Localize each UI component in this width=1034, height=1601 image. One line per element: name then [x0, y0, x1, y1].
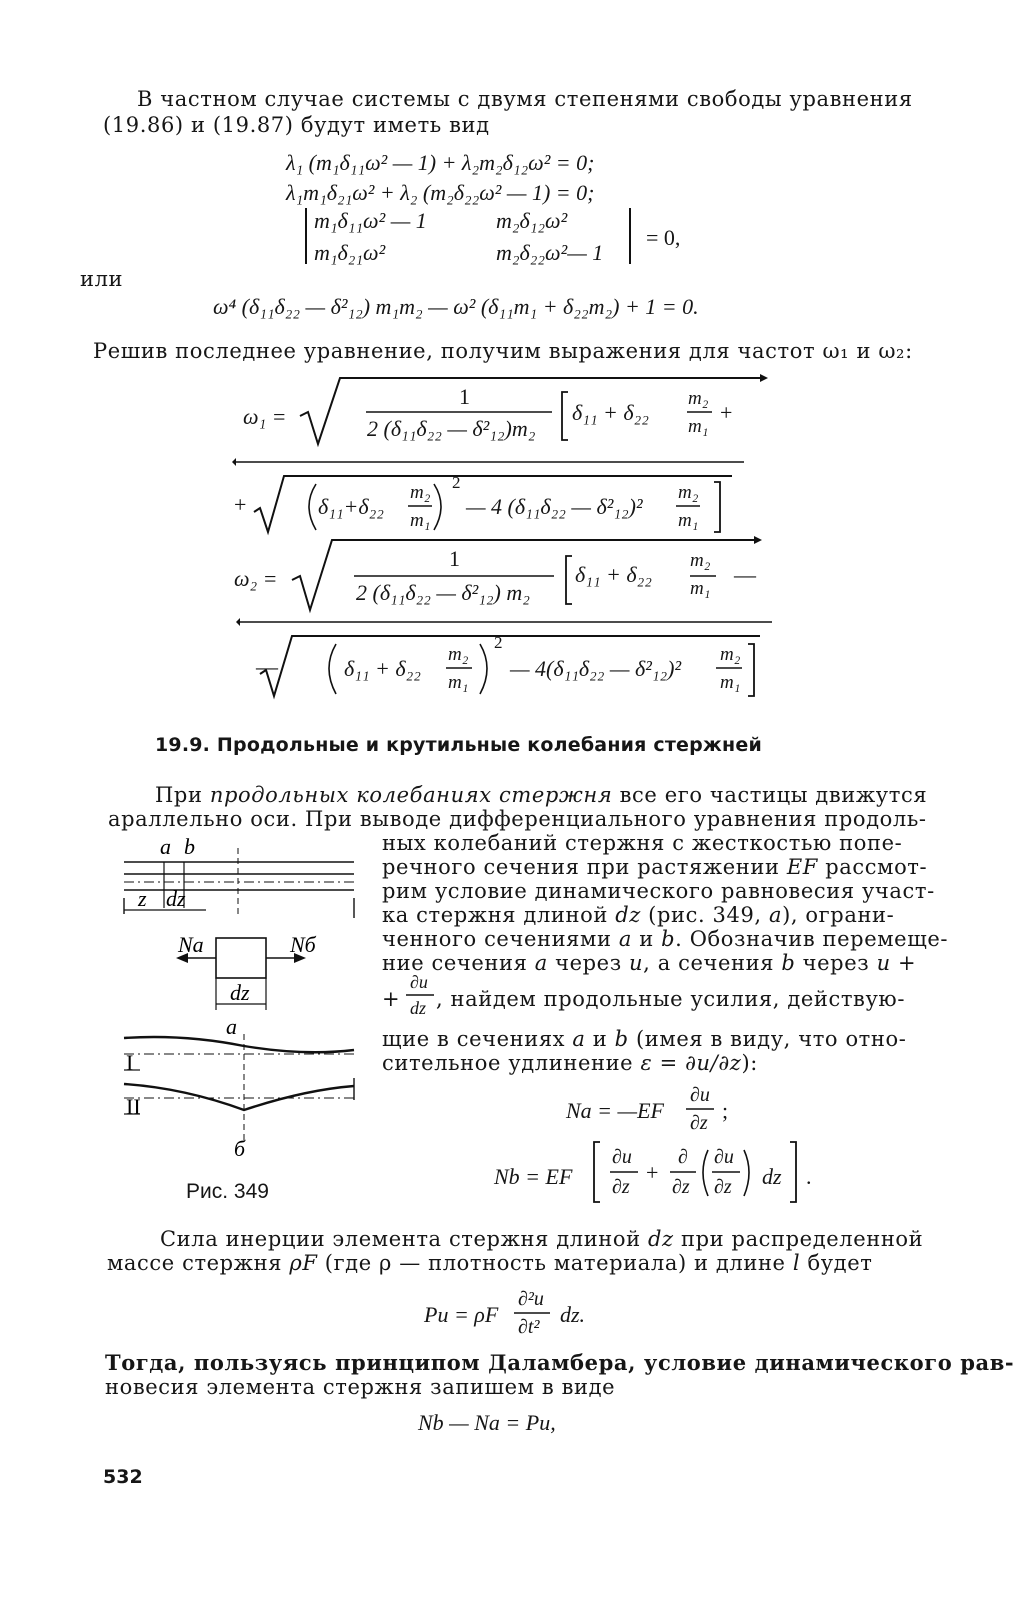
- nb-eq-lhs: Nb = EF: [494, 1164, 573, 1189]
- nb-eq-t3-den: ∂z: [714, 1176, 732, 1198]
- omega1-numerator: 1: [459, 384, 470, 409]
- para1-line-11: сительное удлинение ε = ∂u/∂z):: [382, 1051, 758, 1075]
- fig-label-nb: Nб: [290, 932, 316, 957]
- para1-line-2: араллельно оси. При выводе дифференциального уравнения продоль-: [108, 807, 927, 831]
- omega2-four-term: — 4(δ₁₁δ₂₂ — δ²₁₂)²: [510, 656, 682, 681]
- omega2-square: 2: [494, 633, 503, 652]
- solving-text: Решив последнее уравнение, получим выражения для частот ω₁ и ω₂:: [93, 339, 913, 363]
- omega1-inner-term: δ₁₁+δ₂₂: [318, 494, 384, 519]
- para1-line-9-text: , найдем продольные усилия, действую-: [436, 987, 906, 1011]
- nb-eq-end: .: [806, 1164, 812, 1189]
- na-eq-den: ∂z: [690, 1112, 708, 1134]
- omega2-tail-m2: m₂: [720, 644, 741, 665]
- fig-label-b-bot: б: [234, 1136, 246, 1161]
- nb-eq-t2-den: ∂z: [672, 1176, 690, 1198]
- omega1-tail-m1: m₁: [678, 510, 699, 531]
- figure-349: [110, 834, 370, 1168]
- fig-label-dz2: dz: [230, 980, 250, 1005]
- equation-1: λ₁ (m₁δ₁₁ω² — 1) + λ₂m₂δ₁₂ω² = 0;: [286, 150, 595, 175]
- fig-label-z: z: [138, 886, 147, 911]
- final-equation: Nb — Na = Pи,: [418, 1410, 556, 1435]
- omega2-m1: m₁: [690, 578, 711, 599]
- fig-label-b-top: b: [184, 834, 195, 859]
- fig-label-na: Na: [178, 932, 204, 957]
- para1-line-9-num: ∂u: [410, 972, 428, 992]
- na-eq-tail: ;: [722, 1098, 729, 1123]
- omega1-lhs: ω₁ =: [243, 404, 287, 429]
- para1-line-9-plus: +: [382, 987, 401, 1011]
- nb-eq-t2-num: ∂: [678, 1146, 688, 1168]
- pi-eq-den: ∂t²: [518, 1316, 540, 1338]
- omega2-inner-m1: m₁: [448, 672, 469, 693]
- omega1-inner-m1: m₁: [410, 510, 431, 531]
- characteristic-equation: ω⁴ (δ₁₁δ₂₂ — δ²₁₂) m₁m₂ — ω² (δ₁₁m₁ + δ₂₂m₂) + 1 = 0.: [213, 294, 699, 319]
- omega1-m2: m₂: [688, 388, 709, 409]
- nb-eq-dz: dz: [762, 1164, 782, 1189]
- omega1-plus: +: [720, 400, 733, 425]
- omega2-numerator: 1: [449, 546, 460, 571]
- figure-caption: Рис. 349: [186, 1180, 269, 1203]
- fig-label-II: II: [126, 1094, 141, 1119]
- intro-line-1: В частном случае системы с двумя степенями свободы уравнения: [137, 87, 913, 111]
- para3-line-1: Тогда, пользуясь принципом Даламбера, условие динамического рав-: [105, 1350, 1015, 1375]
- omega2-m2: m₂: [690, 550, 711, 571]
- para1-line-7: ченного сечениями a и b. Обозначив перемеще-: [382, 927, 949, 951]
- na-eq-lhs: Na = —EF: [566, 1098, 664, 1123]
- nb-eq-t1-den: ∂z: [612, 1176, 630, 1198]
- para1-line-5: рим условие динамического равновесия участ-: [382, 879, 935, 903]
- omega1-square: 2: [452, 473, 461, 492]
- det-d: m₂δ₂₂ω²— 1: [496, 240, 604, 265]
- omega2-tail-m1: m₁: [720, 672, 741, 693]
- page-number: 532: [103, 1466, 143, 1488]
- para1-line-3: ных колебаний стержня с жесткостью попе-: [382, 831, 903, 855]
- det-c: m₁δ₂₁ω²: [314, 240, 386, 265]
- para1-line-4: речного сечения при растяжении EF рассмот-: [382, 855, 928, 879]
- pi-eq-tail: dz.: [560, 1302, 586, 1327]
- omega1-bracket-term: δ₁₁ + δ₂₂: [572, 400, 649, 425]
- fig-label-a-top: a: [160, 834, 171, 859]
- para1-line-6: ка стержня длиной dz (рис. 349, а), ограни-: [382, 903, 895, 927]
- para1-line-10: щие в сечениях a и b (имея в виду, что отно-: [382, 1027, 907, 1051]
- det-rhs: = 0,: [646, 225, 681, 250]
- det-a: m₁δ₁₁ω² — 1: [314, 208, 427, 233]
- omega2-bracket-term: δ₁₁ + δ₂₂: [575, 562, 652, 587]
- para1-line-1: При продольных колебаниях стержня все его частицы движутся: [155, 783, 928, 807]
- omega2-line2-minus: —: [256, 654, 278, 679]
- nb-eq-t3-num: ∂u: [714, 1146, 734, 1168]
- para2-line-2: массе стержня ρF (где ρ — плотность материала) и длине l будет: [107, 1251, 873, 1275]
- para3-line-2: новесия элемента стержня запишем в виде: [105, 1375, 616, 1399]
- fig-label-I: I: [126, 1050, 134, 1075]
- omega1-four-term: — 4 (δ₁₁δ₂₂ — δ²₁₂)²: [466, 494, 643, 519]
- omega1-tail-m2: m₂: [678, 482, 699, 503]
- na-eq-num: ∂u: [690, 1084, 710, 1106]
- intro-line-2: (19.86) и (19.87) будут иметь вид: [103, 113, 490, 137]
- det-b: m₂δ₁₂ω²: [496, 208, 568, 233]
- para1-line-8: ние сечения a через u, а сечения b через u +: [382, 951, 917, 975]
- pi-eq-num: ∂²u: [518, 1288, 544, 1310]
- omega2-minus: —: [734, 562, 756, 587]
- omega1-m1: m₁: [688, 416, 709, 437]
- nb-eq-t1-num: ∂u: [612, 1146, 632, 1168]
- para1-line-9-den: dz: [410, 998, 427, 1018]
- omega2-lhs: ω₂ =: [234, 566, 278, 591]
- omega2-inner-term: δ₁₁ + δ₂₂: [344, 656, 421, 681]
- fig-label-a-mid: а: [226, 1014, 237, 1039]
- para2-line-1: Сила инерции элемента стержня длиной dz при распределенной: [160, 1227, 924, 1251]
- nb-eq-plus: +: [646, 1160, 659, 1185]
- or-word: или: [80, 267, 124, 291]
- pi-eq-lhs: Pи = ρF: [424, 1302, 499, 1327]
- equation-2: λ₁m₁δ₂₁ω² + λ₂ (m₂δ₂₂ω² — 1) = 0;: [286, 180, 595, 205]
- omega1-line2-plus: +: [234, 492, 247, 517]
- section-title: 19.9. Продольные и крутильные колебания стержней: [155, 734, 762, 756]
- omega2-denominator: 2 (δ₁₁δ₂₂ — δ²₁₂) m₂: [356, 580, 530, 605]
- omega1-denominator: 2 (δ₁₁δ₂₂ — δ²₁₂)m₂: [367, 416, 536, 441]
- omega1-inner-m2: m₂: [410, 482, 431, 503]
- fig-label-dz: dz: [166, 886, 186, 911]
- omega2-inner-m2: m₂: [448, 644, 469, 665]
- omega2-line2-marks: [236, 616, 776, 700]
